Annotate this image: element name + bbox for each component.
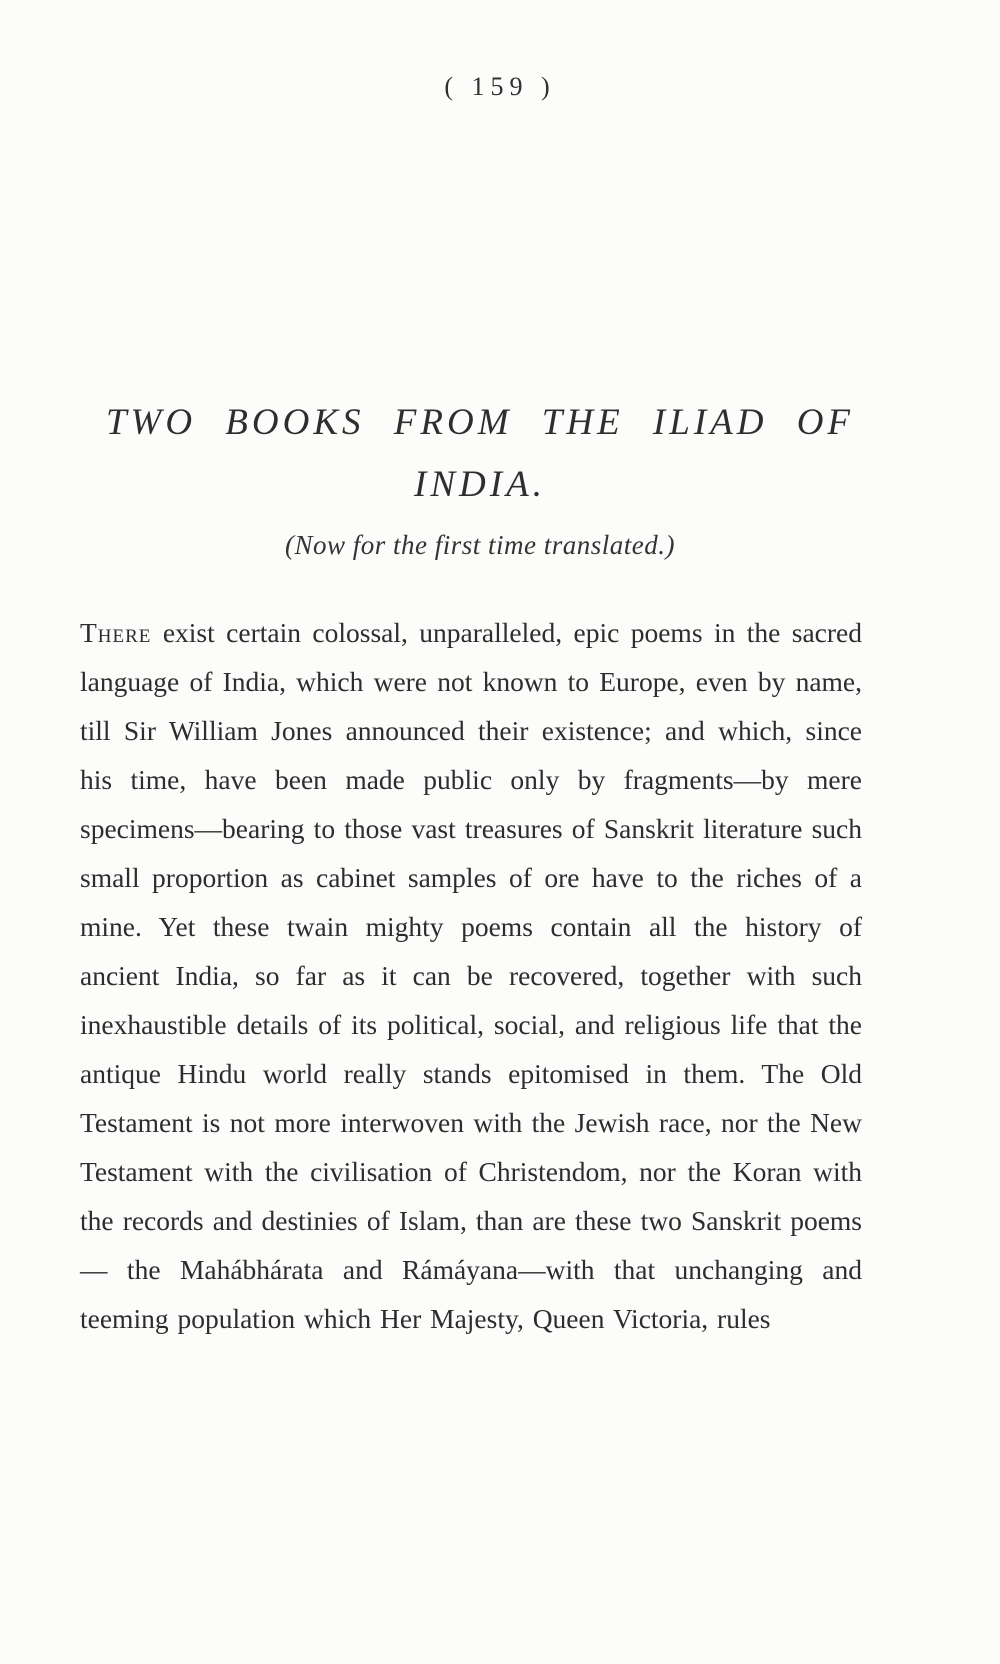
body-paragraph [80, 608, 862, 1343]
paragraph-lead-word: There [80, 617, 152, 648]
chapter-subtitle: (Now for the first time translated.) [284, 530, 675, 560]
paragraph-text: exist certain colossal, unparalleled, epic poems in the sacred language of India, which were not known to Europe, even by name, till Sir William Jones announced their existence; and which, since his time, have been made public only by fragments—by mere specimens—bearing to those vast treasures of Sanskrit literature such small proportion as cabinet samples of ore have to the riches of a mine. Yet these twain mighty poems contain all the history of ancient India, so far as it can be recovered, together with such inexhaustible details of its political, social, and religious life that the antique Hindu world really stands epitomised in them. The Old Testament is not more interwoven with the Jewish race, nor the New Testament with the civilisation of Christendom, nor the Koran with the records and destinies of Islam, than are these two Sanskrit poems — the Mahábhárata and Rámáyana—with that unchanging and teeming population which Her Majesty, Queen Victoria, rules [80, 617, 862, 1334]
page-number: ( 159 ) [444, 72, 556, 101]
chapter-title: TWO BOOKS FROM THE ILIAD OF INDIA. [105, 402, 855, 505]
